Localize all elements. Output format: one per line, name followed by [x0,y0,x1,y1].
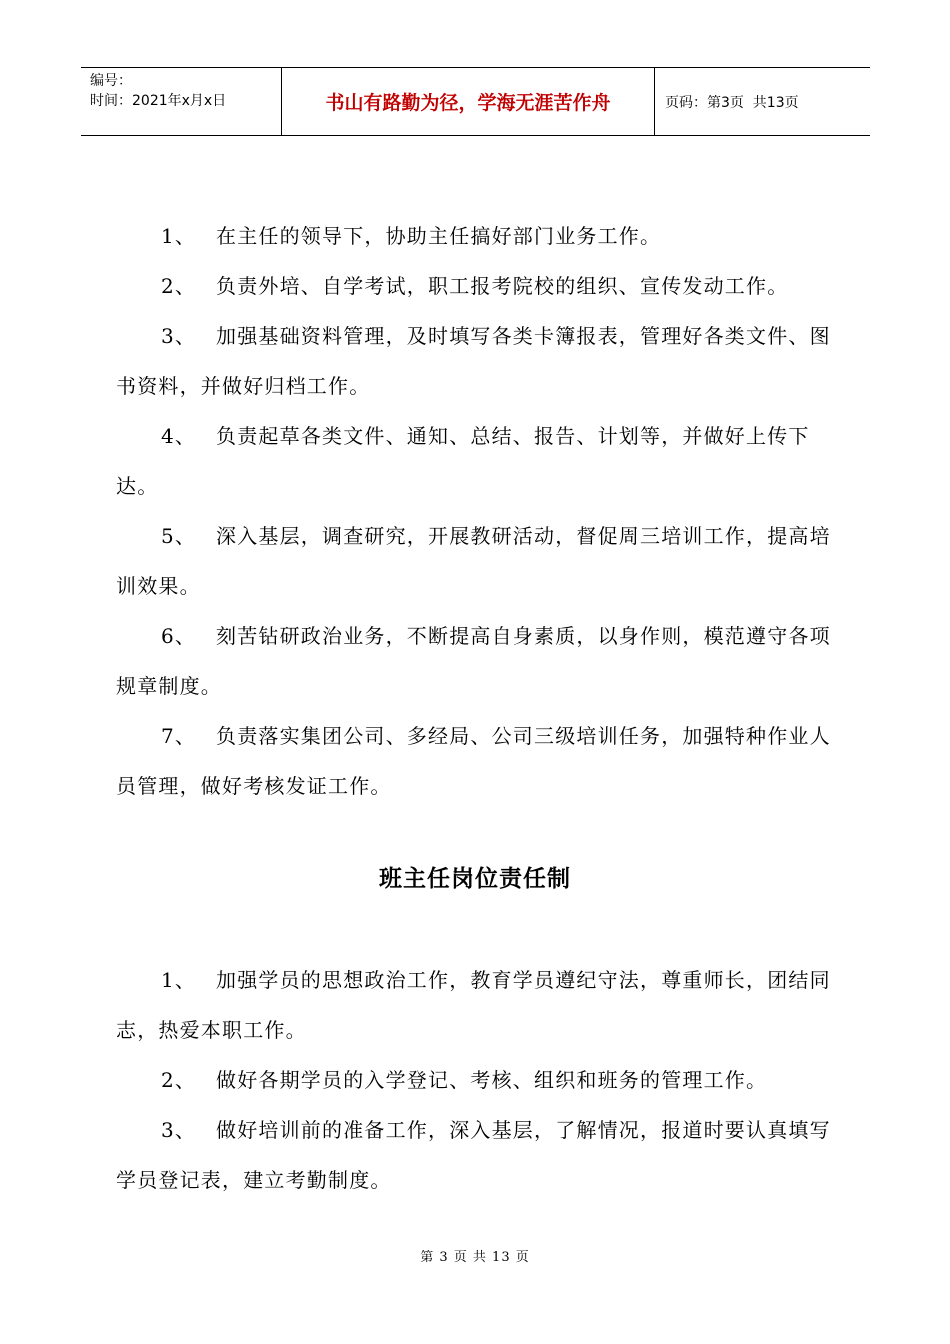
header-motto: 书山有路勤为径，学海无涯苦作舟 [282,68,655,135]
item-number: 5、 [161,524,197,548]
item-text: 做好培训前的准备工作，深入基层，了解情况，报道时要认真填写学员登记表，建立考勤制度。 [116,1118,831,1192]
item-text: 加强基础资料管理，及时填写各类卡簿报表，管理好各类文件、图书资料，并做好归档工作。 [116,324,831,398]
item-text: 做好各期学员的入学登记、考核、组织和班务的管理工作。 [216,1068,768,1092]
list-item [116,261,836,311]
section-title: 班主任岗位责任制 [379,866,571,892]
list-item [116,611,836,711]
duty-list-1 [116,211,836,811]
item-number: 1、 [161,968,197,992]
list-item [116,311,836,411]
item-text: 负责外培、自学考试，职工报考院校的组织、宣传发动工作。 [216,274,789,298]
item-number: 7、 [161,724,197,748]
list-item [116,511,836,611]
page-info-label: 页码：第3页 共13页 [665,94,799,111]
list-item [116,955,836,1055]
item-text: 负责落实集团公司、多经局、公司三级培训任务，加强特种作业人员管理，做好考核发证工作。 [116,724,831,798]
item-number: 4、 [161,424,197,448]
list-item [116,1105,836,1205]
time-label: 时间：2021年x月x日 [90,93,227,109]
document-header [81,67,870,136]
number-label: 编号： [90,73,132,89]
item-number: 3、 [161,1118,197,1142]
list-item [116,411,836,511]
item-text: 在主任的领导下，协助主任搞好部门业务工作。 [216,224,662,248]
item-text: 刻苦钻研政治业务，不断提高自身素质，以身作则，模范遵守各项规章制度。 [116,624,831,698]
header-page-info [655,68,870,135]
list-item [116,1055,836,1105]
header-meta [81,68,282,135]
item-number: 1、 [161,224,197,248]
duty-list-2 [116,955,836,1205]
list-item [116,711,836,811]
item-text: 深入基层，调查研究，开展教研活动，督促周三培训工作，提高培训效果。 [116,524,831,598]
page-footer: 第 3 页 共 13 页 [420,1250,530,1265]
item-text: 加强学员的思想政治工作，教育学员遵纪守法，尊重师长，团结同志，热爱本职工作。 [116,968,831,1042]
item-text: 负责起草各类文件、通知、总结、报告、计划等，并做好上传下达。 [116,424,810,498]
item-number: 2、 [161,274,197,298]
item-number: 6、 [161,624,197,648]
item-number: 2、 [161,1068,197,1092]
list-item [116,211,836,261]
item-number: 3、 [161,324,197,348]
